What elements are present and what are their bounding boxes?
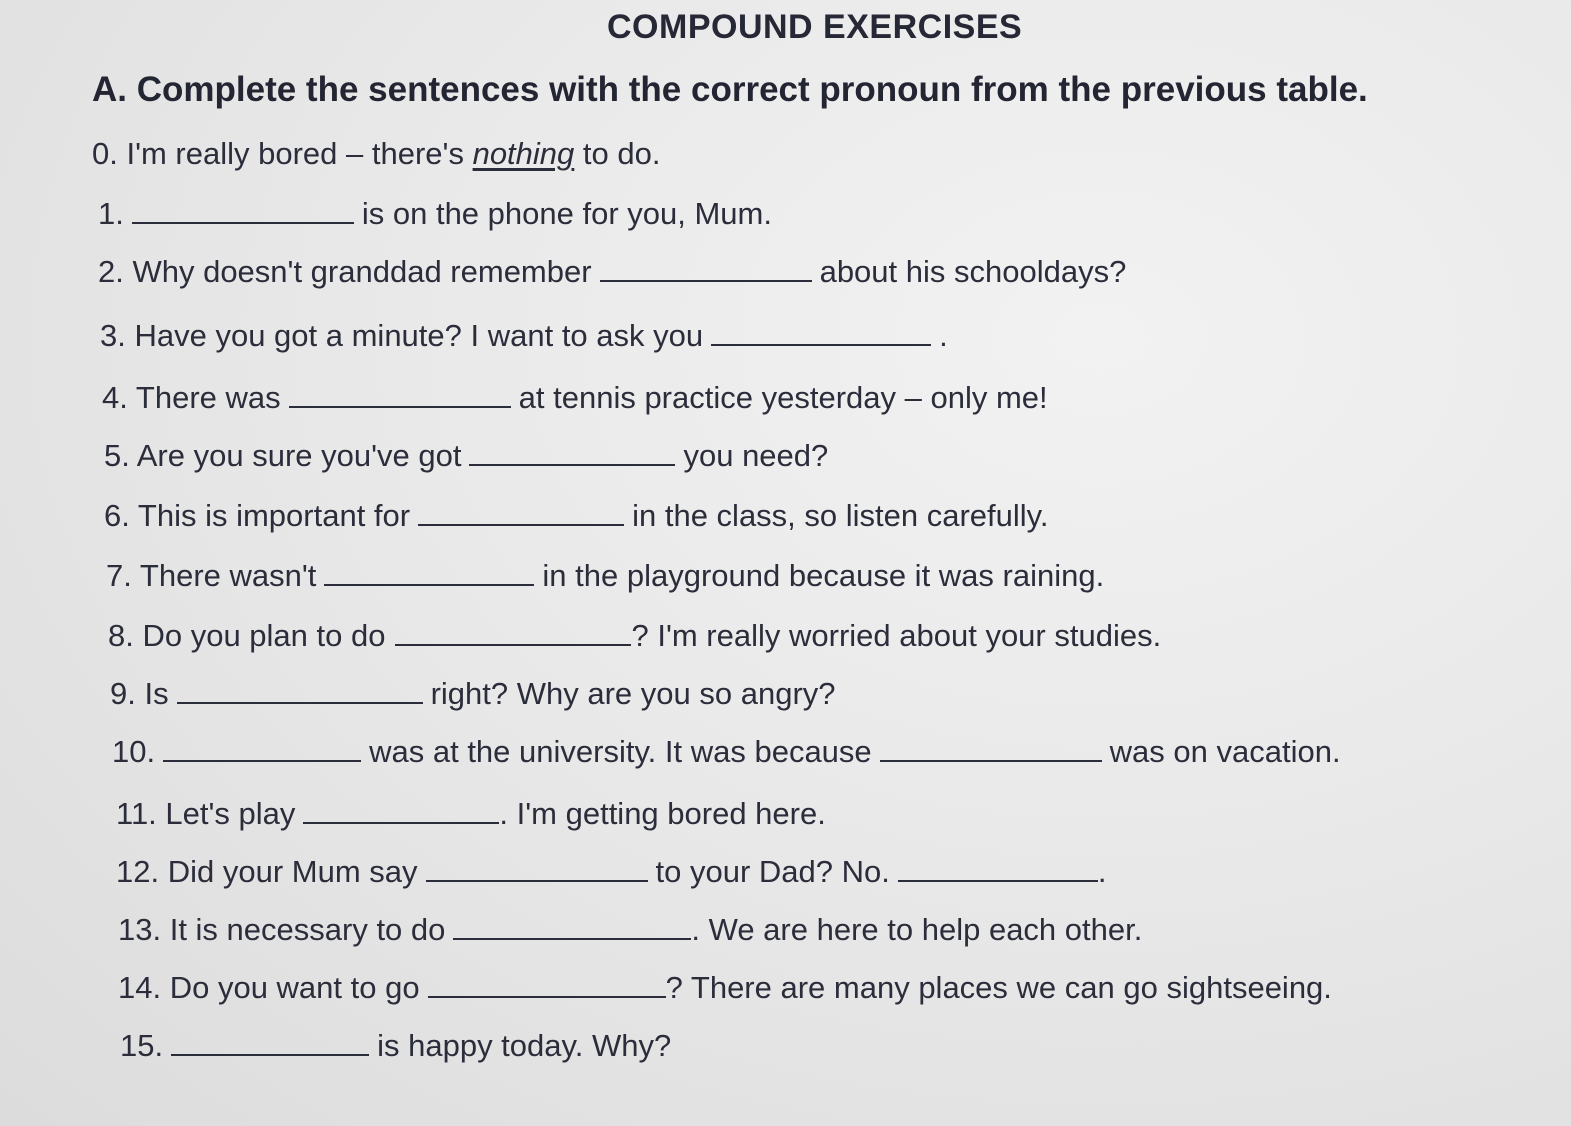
sentence-number: 1. (98, 196, 124, 231)
sentence-13 (118, 912, 1142, 948)
sentence-11 (116, 796, 826, 832)
sentence-text: 3. Have you got a minute? I want to ask you (100, 318, 704, 353)
worksheet-title: COMPOUND EXERCISES (607, 8, 1023, 46)
sentence-text: 9. Is (110, 676, 169, 711)
sentence-text-end: . I'm getting bored here. (499, 796, 826, 831)
sentence-text-end: you need? (683, 438, 829, 473)
sentence-10 (112, 734, 1341, 770)
answer-blank[interactable] (132, 200, 354, 224)
sentence-text-end: . (1097, 854, 1107, 889)
sentence-number: 10. (112, 734, 156, 769)
sentence-number: 15. (120, 1028, 164, 1063)
answer-blank[interactable] (711, 322, 931, 346)
sentence-text: 14. Do you want to go (118, 970, 420, 1005)
answer-blank[interactable] (163, 738, 361, 762)
answer-blank[interactable] (880, 738, 1102, 762)
sentence-4 (102, 380, 1048, 416)
answer-blank[interactable] (303, 800, 499, 824)
sentence-6 (104, 498, 1049, 534)
answer-blank[interactable] (426, 858, 648, 882)
sentence-text-end: about his schooldays? (819, 254, 1127, 289)
example-answer: nothing (472, 136, 575, 171)
answer-blank[interactable] (898, 858, 1098, 882)
sentence-text: 8. Do you plan to do (108, 618, 386, 653)
sentence-text: is happy today. Why? (377, 1028, 672, 1063)
sentence-text: 5. Are you sure you've got (104, 438, 462, 473)
sentence-text-end: . (939, 318, 948, 353)
sentence-text: 4. There was (102, 380, 281, 415)
sentence-text: 2. Why doesn't granddad remember (98, 254, 592, 289)
sentence-8 (108, 618, 1161, 654)
example-text-before: 0. I'm really bored – there's (92, 136, 473, 171)
sentence-15 (120, 1028, 671, 1064)
sentence-text-mid: to your Dad? No. (655, 854, 890, 889)
example-sentence (92, 136, 660, 172)
sentence-text-end: at tennis practice yesterday – only me! (518, 380, 1048, 415)
sentence-1 (98, 196, 772, 232)
sentence-text-end: in the playground because it was raining. (542, 558, 1105, 593)
answer-blank[interactable] (171, 1032, 369, 1056)
sentence-text: 6. This is important for (104, 498, 411, 533)
instruction-heading: A. Complete the sentences with the correct pronoun from the previous table. (92, 70, 1368, 109)
sentence-2 (98, 254, 1126, 290)
sentence-text: 11. Let's play (116, 796, 296, 831)
sentence-text: 7. There wasn't (106, 558, 317, 593)
answer-blank[interactable] (600, 258, 812, 282)
sentence-text-end: right? Why are you so angry? (430, 676, 836, 711)
answer-blank[interactable] (177, 680, 423, 704)
sentence-7 (106, 558, 1104, 594)
answer-blank[interactable] (453, 916, 691, 940)
answer-blank[interactable] (428, 974, 666, 998)
sentence-5 (104, 438, 828, 474)
answer-blank[interactable] (469, 442, 675, 466)
sentence-text-end: . We are here to help each other. (691, 912, 1143, 947)
sentence-12 (116, 854, 1106, 890)
answer-blank[interactable] (324, 562, 534, 586)
sentence-text-end: ? There are many places we can go sightseeing. (665, 970, 1332, 1005)
sentence-text: was at the university. It was because (369, 734, 872, 769)
sentence-text: 12. Did your Mum say (116, 854, 418, 889)
sentence-text-end: was on vacation. (1109, 734, 1341, 769)
sentence-text-end: in the class, so listen carefully. (632, 498, 1049, 533)
answer-blank[interactable] (395, 622, 631, 646)
sentence-9 (110, 676, 836, 712)
answer-blank[interactable] (418, 502, 624, 526)
sentence-text: 13. It is necessary to do (118, 912, 446, 947)
sentence-text: is on the phone for you, Mum. (361, 196, 772, 231)
sentence-text-end: ? I'm really worried about your studies. (631, 618, 1162, 653)
sentence-14 (118, 970, 1332, 1006)
sentence-3 (100, 318, 948, 354)
answer-blank[interactable] (289, 384, 511, 408)
example-text-after: to do. (574, 136, 661, 171)
